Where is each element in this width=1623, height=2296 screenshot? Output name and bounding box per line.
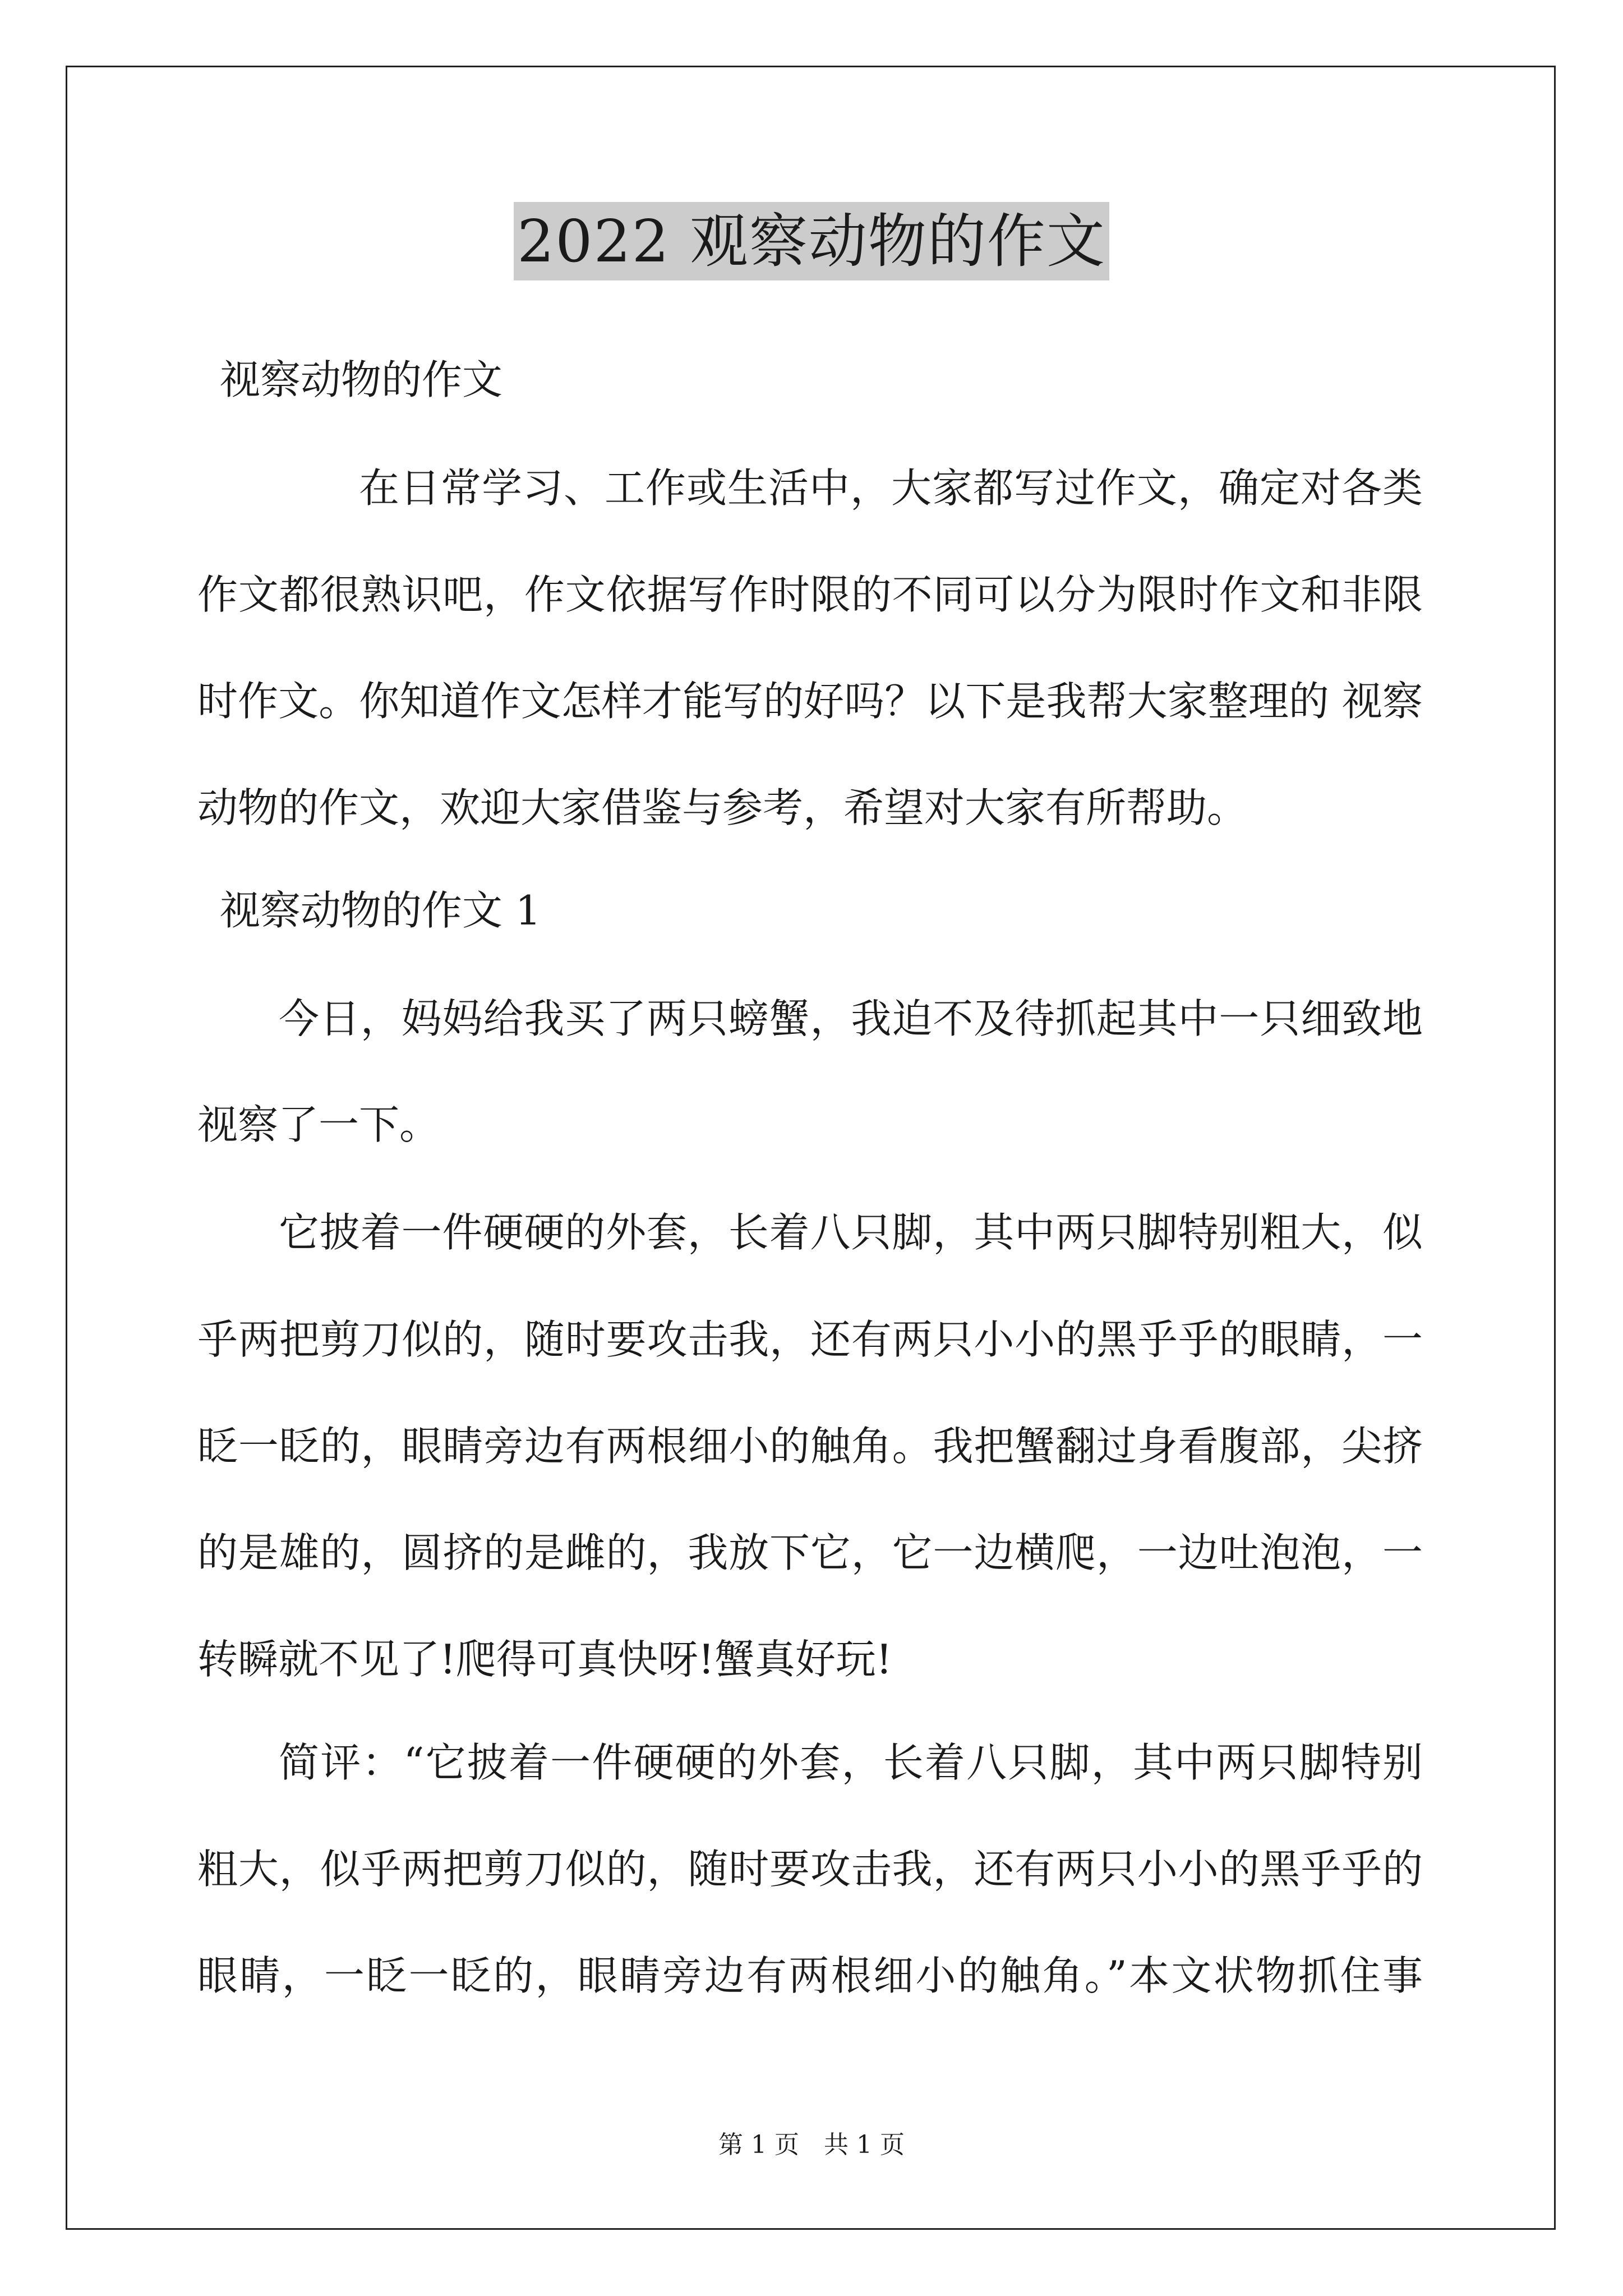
paragraph-line: 今日，妈妈给我买了两只螃蟹，我迫不及待抓起其中一只细致地 — [279, 995, 1423, 1042]
paragraph-line: 转瞬就不见了!爬得可真快呀!蟹真好玩! — [197, 1636, 892, 1683]
paragraph-line: 的是雄的，圆挤的是雌的，我放下它，它一边横爬，一边吐泡泡，一 — [197, 1529, 1423, 1576]
paragraph-line: 它披着一件硬硬的外套，长着八只脚，其中两只脚特别粗大，似 — [279, 1209, 1423, 1256]
paragraph-line: 动物的作文，欢迎大家借鉴与参考，希望对大家有所帮助。 — [197, 784, 1248, 831]
page-footer: 第 1 页 共 1 页 — [718, 2131, 905, 2159]
paragraph-line: 简评：“它披着一件硬硬的外套，长着八只脚，其中两只脚特别 — [279, 1739, 1423, 1786]
paragraph-line: 视察了一下。 — [197, 1101, 440, 1148]
section-heading: 视察动物的作文 — [220, 356, 503, 403]
paragraph-line: 时作文。你知道作文怎样才能写的好吗？以下是我帮大家整理的 视察 — [197, 678, 1423, 725]
title-container — [0, 202, 1623, 280]
document-title: 2022 观察动物的作文 — [514, 202, 1109, 280]
paragraph-line: 眼睛，一眨一眨的，眼睛旁边有两根细小的触角。”本文状物抓住事 — [197, 1952, 1423, 1999]
paragraph-line: 作文都很熟识吧，作文依据写作时限的不同可以分为限时作文和非限 — [197, 571, 1423, 618]
paragraph-line: 粗大，似乎两把剪刀似的，随时要攻击我，还有两只小小的黑乎乎的 — [197, 1846, 1423, 1893]
paragraph-line: 在日常学习、工作或生活中，大家都写过作文，确定对各类 — [359, 464, 1423, 512]
section-heading: 视察动物的作文 1 — [220, 887, 541, 934]
paragraph-line: 乎两把剪刀似的，随时要攻击我，还有两只小小的黑乎乎的眼睛，一 — [197, 1316, 1423, 1363]
paragraph-line: 眨一眨的，眼睛旁边有两根细小的触角。我把蟹翻过身看腹部，尖挤 — [197, 1423, 1423, 1470]
